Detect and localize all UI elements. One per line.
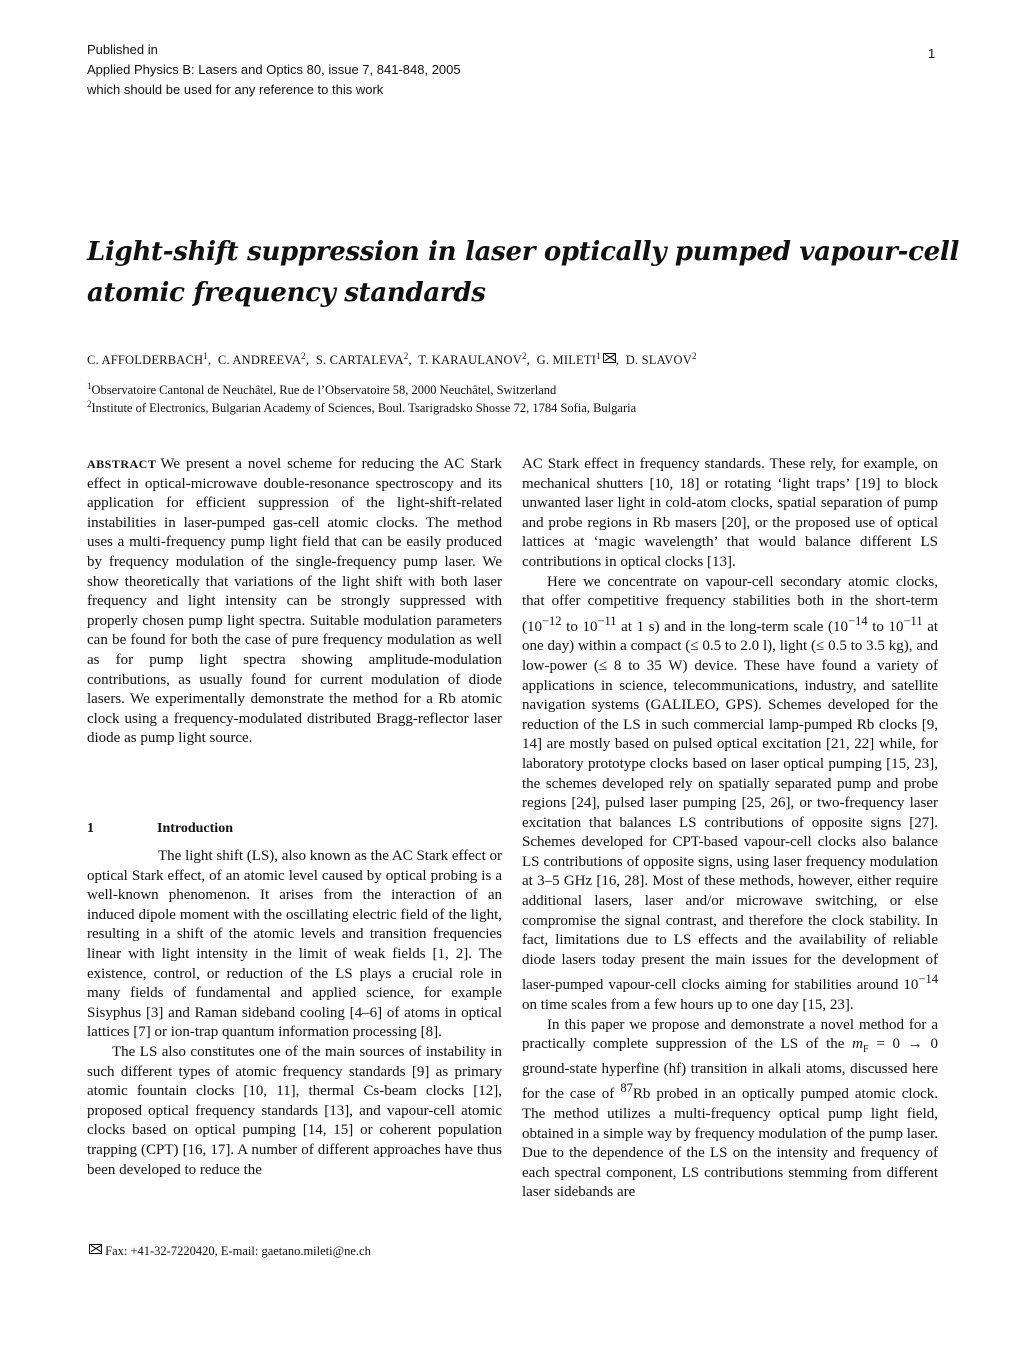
intro-paragraph: The light shift (LS), also known as the AC Stark effect or optical Stark effect, of an atomic level caused by optical probing is a well-known phenomenon. It arises from the interaction of an induced dipole moment with the oscillating electric field of the light, resulting in a shift of the atomic levels and transition frequencies linear with light intensity in the limit of weak fields [1, 2]. The existence, control, or reduction of the LS plays a crucial role in many fields of fundamental and applied science, for example Sisyphus [3] and Raman sideband cooling [4–6] of atoms in optical lattices [7] or ion-trap quantum information processing [8]. bbox=[87, 848, 502, 1041]
author: C. AFFOLDERBACH bbox=[87, 353, 204, 368]
title-line-2: atomic frequency standards bbox=[87, 278, 486, 308]
author-list: C. AFFOLDERBACH$^1$, C. ANDREEVA$^2$, S. CARTALEVA$^2$, T. KARAULANOV$^2$, G. MILETI$^1$ , D. SLAVOV$^2$ bbox=[87, 351, 697, 368]
author: G. MILETI bbox=[536, 353, 597, 368]
paper-title bbox=[87, 232, 960, 314]
reference-note: which should be used for any reference to this work bbox=[87, 82, 384, 97]
journal-reference: Applied Physics B: Lasers and Optics 80, issue 7, 841-848, 2005 bbox=[87, 62, 461, 77]
affiliation-1: $^1$Observatoire Cantonal de Neuchâtel, Rue de l’Observatoire 58, 2000 Neuchâtel, Switzerland bbox=[87, 381, 557, 398]
body-paragraph: In this paper we propose and demonstrate a novel method for a practically complete suppression of the LS of the $m_F = 0 \to 0$ ground-state hyperfine (hf) transition in alkali atoms, discussed here for the case of $^{87}$Rb probed in an optically pumped atomic clock. The method utilizes a multi-frequency optical pump light field, obtained in a simple way by frequency modulation of the pump laser. Due to the dependence of the LS on the intensity and frequency of each spectral component, LS contributions stemming from different laser sidebands are bbox=[522, 1016, 938, 1201]
author: S. CARTALEVA bbox=[315, 353, 404, 368]
abstract-text: We present a novel scheme for reducing the AC Stark effect in optical-microwave double-resonance spectroscopy and its application for efficient suppression of the light-shift-related instabilities in laser-pumped gas-cell atomic clocks. The method uses a multi-frequency pump light field that can be easily produced by frequency modulation of the single-frequency pump laser. We show theoretically that variations of the light shift with both laser frequency and light intensity can be strongly suppressed with properly chosen pump light spectra. Suitable modulation parameters can be found for both the case of pure frequency modulation as well as for pump light spectra showing amplitude-modulation contributions, as usually found for current modulation of diode lasers. We experimentally demonstrate the method for a Rb atomic clock using a frequency-modulated distributed Bragg-reflector laser diode as pump light source. bbox=[87, 456, 502, 747]
intro-paragraph: The LS also constitutes one of the main sources of instability in such different types of atomic frequency standards [9] as primary atomic fountain clocks [10, 11], thermal Cs-beam clocks [12], proposed optical frequency standards [13], and vapour-cell atomic clocks based on optical pumping [14, 15] or coherent population trapping (CPT) [16, 17]. A number of different approaches have thus been developed to reduce the bbox=[87, 1043, 502, 1178]
body-paragraph: Here we concentrate on vapour-cell secondary atomic clocks, that offer competitive frequency stabilities both in the short-term ($10^{-12}$ to $10^{-11}$ at 1 s) and in the long-term scale ($10^{-14}$ to $10^{-11}$ at one day) within a compact (≤ 0.5 to 2.0 l), light (≤ 0.5 to 3.5 kg), and low-power (≤ 8 to 35 W) device. These have found a variety of applications in science, telecommunications, industry, and satellite navigation systems (GALILEO, GPS). Schemes developed for the reduction of the LS in such commercial lamp-pumped Rb clocks [9, 14] are mostly based on pulsed optical excitation [21, 22] while, for laboratory prototype clocks based on laser optical pumping [15, 23], the schemes developed rely on spatially separated pump and probe regions [24], pulsed laser pumping [25, 26], or two-frequency laser excitation that balances LS contributions of opposite signs [27]. Schemes developed for CPT-based vapour-cell clocks also balance LS contributions of opposite signs, using laser frequency modulation at 3–5 GHz [16, 28]. Most of these methods, however, either require additional lasers, laser and/or microwave switching, or else compromise the signal contrast, and therefore the clock stability. In fact, limitations due to LS effects and the availability of reliable diode lasers today present the main issues for the development of laser-pumped vapour-cell clocks aiming for stabilities around $10^{-14}$ on time scales from a few hours up to one day [15, 23]. bbox=[522, 573, 939, 1014]
right-column bbox=[522, 455, 938, 1203]
abstract bbox=[87, 455, 502, 749]
author: D. SLAVOV bbox=[625, 353, 692, 368]
section-heading: 1 Introduction bbox=[87, 821, 233, 836]
page-number: 1 bbox=[928, 46, 936, 61]
intro-left-column bbox=[87, 847, 502, 1180]
author: C. ANDREEVA bbox=[217, 353, 302, 368]
envelope-icon bbox=[89, 1244, 102, 1254]
envelope-icon bbox=[603, 353, 616, 363]
published-in: Published in bbox=[87, 42, 158, 57]
abstract-label: ABSTRACT bbox=[87, 457, 157, 471]
affiliation-2: $^2$Institute of Electronics, Bulgarian Academy of Sciences, Boul. Tsarigradsko Shosse 72, 1784 Sofia, Bulgaria bbox=[87, 399, 637, 416]
body-paragraph: AC Stark effect in frequency standards. These rely, for example, on mechanical shutters [10, 18] or rotating ‘light traps’ [19] to block unwanted laser light in cold-atom clocks, spatial separation of pump and probe regions in Rb masers [20], or the proposed use of optical lattices at ‘magic wavelength’ that would balance different LS contributions in optical clocks [13]. bbox=[522, 456, 938, 570]
publication-note bbox=[87, 40, 461, 100]
title-line-1: Light-shift suppression in laser optically pumped vapour-cell bbox=[87, 237, 960, 267]
author: T. KARAULANOV bbox=[418, 353, 522, 368]
corresponding-footnote: Fax: +41-32-7220420, E-mail: gaetano.mileti@ne.ch bbox=[87, 1244, 371, 1259]
